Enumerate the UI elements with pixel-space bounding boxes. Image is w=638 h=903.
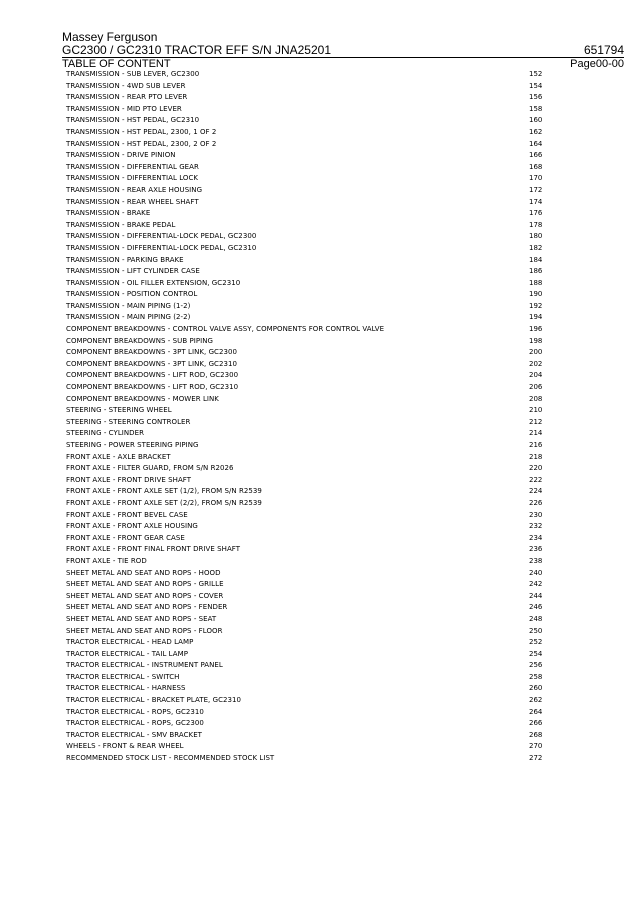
- toc-entry-title: STEERING - STEERING CONTROLER: [66, 417, 191, 426]
- toc-entry-page-number: 232: [529, 522, 543, 531]
- toc-entry[interactable]: [66, 579, 566, 591]
- toc-entry-page-number: 246: [529, 603, 543, 612]
- toc-entry[interactable]: [66, 428, 566, 440]
- toc-entry-page-number: 266: [529, 719, 543, 728]
- toc-entry-title: TRANSMISSION - BRAKE PEDAL: [66, 220, 176, 229]
- toc-entry[interactable]: [66, 81, 566, 93]
- toc-entry[interactable]: [66, 556, 566, 568]
- toc-entry-page-number: 264: [529, 707, 543, 716]
- toc-entry[interactable]: [66, 231, 566, 243]
- toc-entry[interactable]: [66, 753, 566, 765]
- toc-entry-title: TRANSMISSION - BRAKE: [66, 209, 151, 218]
- toc-entry-page-number: 152: [529, 70, 543, 78]
- document-number: 651794: [583, 43, 624, 57]
- toc-entry[interactable]: [66, 220, 566, 232]
- toc-entry-page-number: 194: [529, 313, 543, 322]
- toc-entry-title: TRANSMISSION - HST PEDAL, GC2310: [66, 116, 200, 125]
- toc-entry-title: FRONT AXLE - AXLE BRACKET: [66, 452, 171, 461]
- toc-entry[interactable]: [66, 104, 566, 116]
- toc-entry[interactable]: [66, 683, 566, 695]
- toc-entry-title: TRACTOR ELECTRICAL - TAIL LAMP: [66, 649, 188, 658]
- toc-entry-page-number: 268: [529, 730, 543, 739]
- toc-entry[interactable]: [66, 139, 566, 151]
- toc-entry-title: TRANSMISSION - REAR AXLE HOUSING: [66, 185, 203, 194]
- toc-entry-title: TRACTOR ELECTRICAL - SMV BRACKET: [66, 730, 202, 739]
- toc-entry-title: TRANSMISSION - DIFFERENTIAL GEAR: [66, 162, 199, 171]
- toc-entry-page-number: 214: [529, 429, 543, 438]
- toc-entry-page-number: 198: [529, 336, 543, 345]
- toc-entry[interactable]: [66, 452, 566, 464]
- toc-entry-page-number: 188: [529, 278, 543, 287]
- toc-entry-title: STEERING - STEERING WHEEL: [66, 406, 172, 415]
- toc-entry-page-number: 220: [529, 464, 543, 473]
- toc-entry[interactable]: [66, 208, 566, 220]
- toc-entry-title: TRANSMISSION - MAIN PIPING (1-2): [66, 301, 191, 310]
- toc-entry-title: FRONT AXLE - FRONT DRIVE SHAFT: [66, 475, 192, 484]
- toc-entry-page-number: 256: [529, 661, 543, 670]
- toc-entry-title: FRONT AXLE - FRONT AXLE SET (1/2), FROM S/N R2539: [66, 487, 262, 496]
- toc-entry-page-number: 160: [529, 116, 543, 125]
- toc-entry[interactable]: [66, 510, 566, 522]
- toc-entry-page-number: 156: [529, 93, 543, 102]
- toc-entry-title: SHEET METAL AND SEAT AND ROPS - FENDER: [66, 603, 228, 612]
- toc-entry[interactable]: [66, 289, 566, 301]
- toc-entry-title: STEERING - CYLINDER: [66, 429, 144, 438]
- toc-entry-page-number: 164: [529, 139, 543, 148]
- toc-entry[interactable]: [66, 336, 566, 348]
- toc-entry-page-number: 242: [529, 580, 543, 589]
- toc-entry-page-number: 184: [529, 255, 543, 264]
- toc-entry-title: TRANSMISSION - MID PTO LEVER: [66, 104, 182, 113]
- toc-entry-page-number: 252: [529, 638, 543, 647]
- toc-entry-title: SHEET METAL AND SEAT AND ROPS - GRILLE: [66, 580, 224, 589]
- toc-entry-title: COMPONENT BREAKDOWNS - MOWER LINK: [66, 394, 219, 403]
- toc-entry[interactable]: [66, 544, 566, 556]
- toc-entry-title: TRANSMISSION - REAR PTO LEVER: [66, 93, 188, 102]
- toc-entry-page-number: 158: [529, 104, 543, 113]
- toc-entry-title: TRANSMISSION - DIFFERENTIAL-LOCK PEDAL, GC2310: [66, 243, 257, 252]
- toc-entry[interactable]: [66, 185, 566, 197]
- toc-entry[interactable]: [66, 718, 566, 730]
- toc-entry-page-number: 182: [529, 243, 543, 252]
- toc-entry-title: FRONT AXLE - FRONT FINAL FRONT DRIVE SHAFT: [66, 545, 241, 554]
- page-reference: Page00-00: [570, 58, 624, 70]
- toc-entry[interactable]: [66, 440, 566, 452]
- toc-entry[interactable]: [66, 637, 566, 649]
- toc-entry-title: TRANSMISSION - OIL FILLER EXTENSION, GC2310: [66, 278, 241, 287]
- toc-entry-page-number: 216: [529, 441, 543, 449]
- toc-entry[interactable]: [66, 695, 566, 707]
- toc-entry-list: [66, 69, 566, 765]
- toc-entry-page-number: 230: [529, 510, 543, 519]
- toc-entry-page-number: 170: [529, 174, 543, 183]
- toc-entry-page-number: 236: [529, 545, 543, 554]
- toc-entry-page-number: 204: [529, 371, 543, 380]
- toc-entry-title: TRACTOR ELECTRICAL - HEAD LAMP: [66, 638, 194, 647]
- toc-entry-page-number: 270: [529, 742, 543, 751]
- toc-entry-title: FRONT AXLE - FRONT AXLE HOUSING: [66, 522, 198, 531]
- toc-entry[interactable]: [66, 672, 566, 684]
- toc-entry-title: SHEET METAL AND SEAT AND ROPS - COVER: [66, 591, 224, 600]
- brand-name: Massey Ferguson: [62, 30, 158, 44]
- toc-entry-page-number: 212: [529, 417, 543, 426]
- toc-entry-page-number: 174: [529, 197, 543, 206]
- toc-entry[interactable]: [66, 730, 566, 742]
- toc-entry-page-number: 258: [529, 672, 543, 681]
- toc-entry-title: WHEELS - FRONT & REAR WHEEL: [66, 742, 184, 751]
- toc-entry-page-number: 240: [529, 568, 543, 577]
- toc-entry[interactable]: [66, 255, 566, 267]
- toc-entry-title: TRACTOR ELECTRICAL - HARNESS: [66, 684, 186, 693]
- toc-entry[interactable]: [66, 660, 566, 672]
- toc-entry-page-number: 262: [529, 696, 543, 705]
- toc-entry-title: COMPONENT BREAKDOWNS - LIFT ROD, GC2310: [66, 383, 239, 392]
- toc-entry-page-number: 248: [529, 614, 543, 623]
- toc-entry-page-number: 226: [529, 498, 543, 507]
- toc-entry-page-number: 166: [529, 151, 543, 160]
- toc-entry-title: TRANSMISSION - SUB LEVER, GC2300: [66, 70, 200, 78]
- toc-entry-page-number: 202: [529, 359, 543, 368]
- toc-entry-title: TRANSMISSION - DIFFERENTIAL LOCK: [66, 174, 199, 183]
- toc-entry[interactable]: [66, 312, 566, 324]
- toc-entry-title: COMPONENT BREAKDOWNS - CONTROL VALVE ASSY, COMPONENTS FOR CONTROL VALVE: [66, 325, 385, 334]
- toc-entry-title: TRANSMISSION - REAR WHEEL SHAFT: [66, 197, 199, 206]
- toc-entry-title: TRANSMISSION - POSITION CONTROL: [66, 290, 198, 299]
- toc-entry-title: TRACTOR ELECTRICAL - INSTRUMENT PANEL: [66, 661, 223, 670]
- toc-entry-title: FRONT AXLE - FRONT BEVEL CASE: [66, 510, 188, 519]
- toc-entry[interactable]: [66, 266, 566, 278]
- toc-entry-page-number: 250: [529, 626, 543, 635]
- toc-entry-page-number: 244: [529, 591, 543, 600]
- toc-entry-page-number: 234: [529, 533, 543, 542]
- toc-entry-page-number: 210: [529, 406, 543, 415]
- toc-entry-title: TRANSMISSION - HST PEDAL, 2300, 2 OF 2: [66, 139, 217, 148]
- toc-entry[interactable]: [66, 127, 566, 139]
- toc-entry[interactable]: [66, 614, 566, 626]
- toc-entry-title: FRONT AXLE - TIE ROD: [66, 556, 147, 565]
- toc-entry-title: TRANSMISSION - 4WD SUB LEVER: [66, 81, 186, 90]
- toc-entry-page-number: 208: [529, 394, 543, 403]
- toc-entry-page-number: 260: [529, 684, 543, 693]
- toc-entry-page-number: 176: [529, 209, 543, 218]
- toc-entry-title: COMPONENT BREAKDOWNS - 3PT LINK, GC2310: [66, 359, 238, 368]
- toc-entry[interactable]: [66, 278, 566, 290]
- toc-entry[interactable]: [66, 475, 566, 487]
- toc-entry[interactable]: [66, 382, 566, 394]
- toc-entry-title: TRANSMISSION - LIFT CYLINDER CASE: [66, 267, 200, 276]
- toc-entry[interactable]: [66, 150, 566, 162]
- toc-entry[interactable]: [66, 486, 566, 498]
- toc-entry-title: TRANSMISSION - MAIN PIPING (2-2): [66, 313, 191, 322]
- toc-entry-title: FRONT AXLE - FRONT AXLE SET (2/2), FROM S/N R2539: [66, 498, 262, 507]
- toc-entry-title: COMPONENT BREAKDOWNS - 3PT LINK, GC2300: [66, 348, 238, 357]
- toc-entry-page-number: 162: [529, 127, 543, 136]
- toc-entry[interactable]: [66, 649, 566, 661]
- toc-entry-page-number: 192: [529, 301, 543, 310]
- toc-entry-page-number: 200: [529, 348, 543, 357]
- toc-entry-title: TRANSMISSION - DRIVE PINION: [66, 151, 176, 160]
- toc-entry[interactable]: [66, 69, 566, 81]
- toc-entry[interactable]: [66, 394, 566, 406]
- toc-entry[interactable]: [66, 115, 566, 127]
- toc-entry[interactable]: [66, 162, 566, 174]
- toc-entry[interactable]: [66, 92, 566, 104]
- toc-entry-page-number: 178: [529, 220, 543, 229]
- toc-entry-title: TRACTOR ELECTRICAL - BRACKET PLATE, GC2310: [66, 696, 242, 705]
- toc-entry[interactable]: [66, 405, 566, 417]
- toc-entry[interactable]: [66, 301, 566, 313]
- toc-entry-title: TRANSMISSION - HST PEDAL, 2300, 1 OF 2: [66, 127, 217, 136]
- toc-entry[interactable]: [66, 568, 566, 580]
- toc-entry-title: SHEET METAL AND SEAT AND ROPS - FLOOR: [66, 626, 223, 635]
- toc-entry-page-number: 224: [529, 487, 543, 496]
- toc-heading: TABLE OF CONTENT: [62, 58, 171, 70]
- toc-entry-title: TRACTOR ELECTRICAL - ROPS, GC2310: [66, 707, 204, 716]
- toc-entry[interactable]: [66, 243, 566, 255]
- toc-entry-page-number: 186: [529, 267, 543, 276]
- toc-entry-title: SHEET METAL AND SEAT AND ROPS - SEAT: [66, 614, 217, 623]
- toc-entry-title: FRONT AXLE - FILTER GUARD, FROM S/N R2026: [66, 464, 234, 473]
- toc-entry-page-number: 180: [529, 232, 543, 241]
- toc-entry-title: TRANSMISSION - PARKING BRAKE: [66, 255, 184, 264]
- toc-entry-page-number: 218: [529, 452, 543, 461]
- toc-entry[interactable]: [66, 498, 566, 510]
- toc-entry-title: COMPONENT BREAKDOWNS - LIFT ROD, GC2300: [66, 371, 239, 380]
- toc-entry-page-number: 172: [529, 185, 543, 194]
- toc-entry[interactable]: [66, 741, 566, 753]
- toc-entry-page-number: 206: [529, 383, 543, 392]
- document-title-row: [62, 44, 624, 58]
- toc-entry[interactable]: [66, 173, 566, 185]
- toc-entry-page-number: 196: [529, 325, 543, 334]
- toc-entry[interactable]: [66, 463, 566, 475]
- toc-entry[interactable]: [66, 602, 566, 614]
- toc-entry-title: SHEET METAL AND SEAT AND ROPS - HOOD: [66, 568, 221, 577]
- toc-entry[interactable]: [66, 521, 566, 533]
- toc-entry-title: TRACTOR ELECTRICAL - ROPS, GC2300: [66, 719, 204, 728]
- toc-entry-page-number: 154: [529, 81, 543, 90]
- toc-entry[interactable]: [66, 533, 566, 545]
- toc-entry-title: RECOMMENDED STOCK LIST - RECOMMENDED STOCK LIST: [66, 754, 275, 763]
- toc-entry[interactable]: [66, 197, 566, 209]
- toc-entry-page-number: 222: [529, 475, 543, 484]
- toc-entry[interactable]: [66, 370, 566, 382]
- toc-entry-page-number: 238: [529, 556, 543, 565]
- toc-entry-title: FRONT AXLE - FRONT GEAR CASE: [66, 533, 185, 542]
- toc-entry[interactable]: [66, 707, 566, 719]
- toc-entry-title: STEERING - POWER STEERING PIPING: [66, 441, 199, 449]
- toc-entry-title: TRACTOR ELECTRICAL - SWITCH: [66, 672, 180, 681]
- toc-entry-page-number: 272: [529, 754, 543, 763]
- toc-entry-page-number: 190: [529, 290, 543, 299]
- document-title: GC2300 / GC2310 TRACTOR EFF S/N JNA25201: [62, 43, 331, 57]
- toc-entry[interactable]: [66, 347, 566, 359]
- toc-entry-page-number: 254: [529, 649, 543, 658]
- toc-entry-page-number: 168: [529, 162, 543, 171]
- toc-entry-title: TRANSMISSION - DIFFERENTIAL-LOCK PEDAL, GC2300: [66, 232, 257, 241]
- toc-entry[interactable]: [66, 591, 566, 603]
- toc-entry[interactable]: [66, 626, 566, 638]
- toc-entry[interactable]: [66, 359, 566, 371]
- toc-entry[interactable]: [66, 417, 566, 429]
- toc-entry[interactable]: [66, 324, 566, 336]
- toc-entry-title: COMPONENT BREAKDOWNS - SUB PIPING: [66, 336, 213, 345]
